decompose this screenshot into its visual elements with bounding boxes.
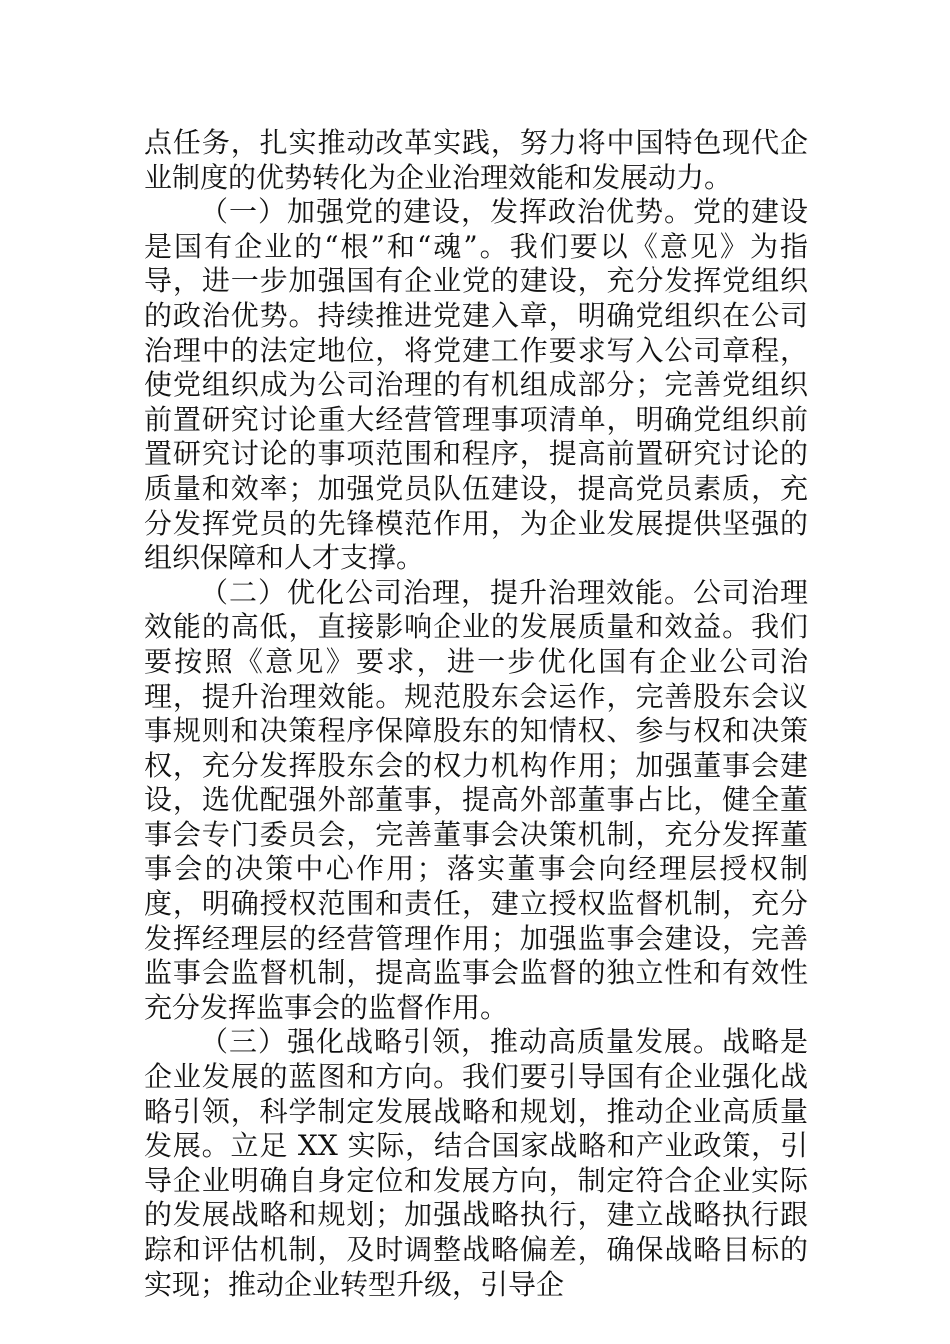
paragraph-corporate-governance: （二）优化公司治理，提升治理效能。公司治理效能的高低，直接影响企业的发展质量和效益。我们要按照《意见》要求，进一步优化国有企业公司治理，提升治理效能。规范股东会运作，完善股东会议事规则和决策程序保障股东的知情权、参与权和决策权，充分发挥股东会的权力机构作用；加强董事会建设，选优配强外部董事，提高外部董事占比，健全董事会专门委员会，完善董事会决策机制，充分发挥董事会的决策中心作用；落实董事会向经理层授权制度，明确授权范围和责任，建立授权监督机制，充分发挥经理层的经营管理作用；加强监事会建设，完善监事会监督机制，提高监事会监督的独立性和有效性充分发挥监事会的监督作用。	[144, 575, 808, 1024]
paragraph-continuation: 点任务，扎实推动改革实践，努力将中国特色现代企业制度的优势转化为企业治理效能和发展动力。	[144, 126, 808, 194]
paragraph-party-building: （一）加强党的建设，发挥政治优势。党的建设是国有企业的“根”和“魂”。我们要以《意见》为指导，进一步加强国有企业党的建设，充分发挥党组织的政治优势。持续推进党建入章，明确党组织在公司治理中的法定地位，将党建工作要求写入公司章程，使党组织成为公司治理的有机组成部分；完善党组织前置研究讨论重大经营管理事项清单，明确党组织前置研究讨论的事项范围和程序，提高前置研究讨论的质量和效率；加强党员队伍建设，提高党员素质，充分发挥党员的先锋模范作用，为企业发展提供坚强的组织保障和人才支撑。	[144, 195, 808, 575]
paragraph-strategy: （三）强化战略引领，推动高质量发展。战略是企业发展的蓝图和方向。我们要引导国有企业强化战略引领，科学制定发展战略和规划，推动企业高质量发展。立足 XX 实际，结合国家战略和产业政策，引导企业明确自身定位和发展方向，制定符合企业实际的发展战略和规划；加强战略执行，建立战略执行跟踪和评估机制，及时调整战略偏差，确保战略目标的实现；推动企业转型升级，引导企	[144, 1025, 808, 1301]
document-body	[144, 126, 808, 1302]
